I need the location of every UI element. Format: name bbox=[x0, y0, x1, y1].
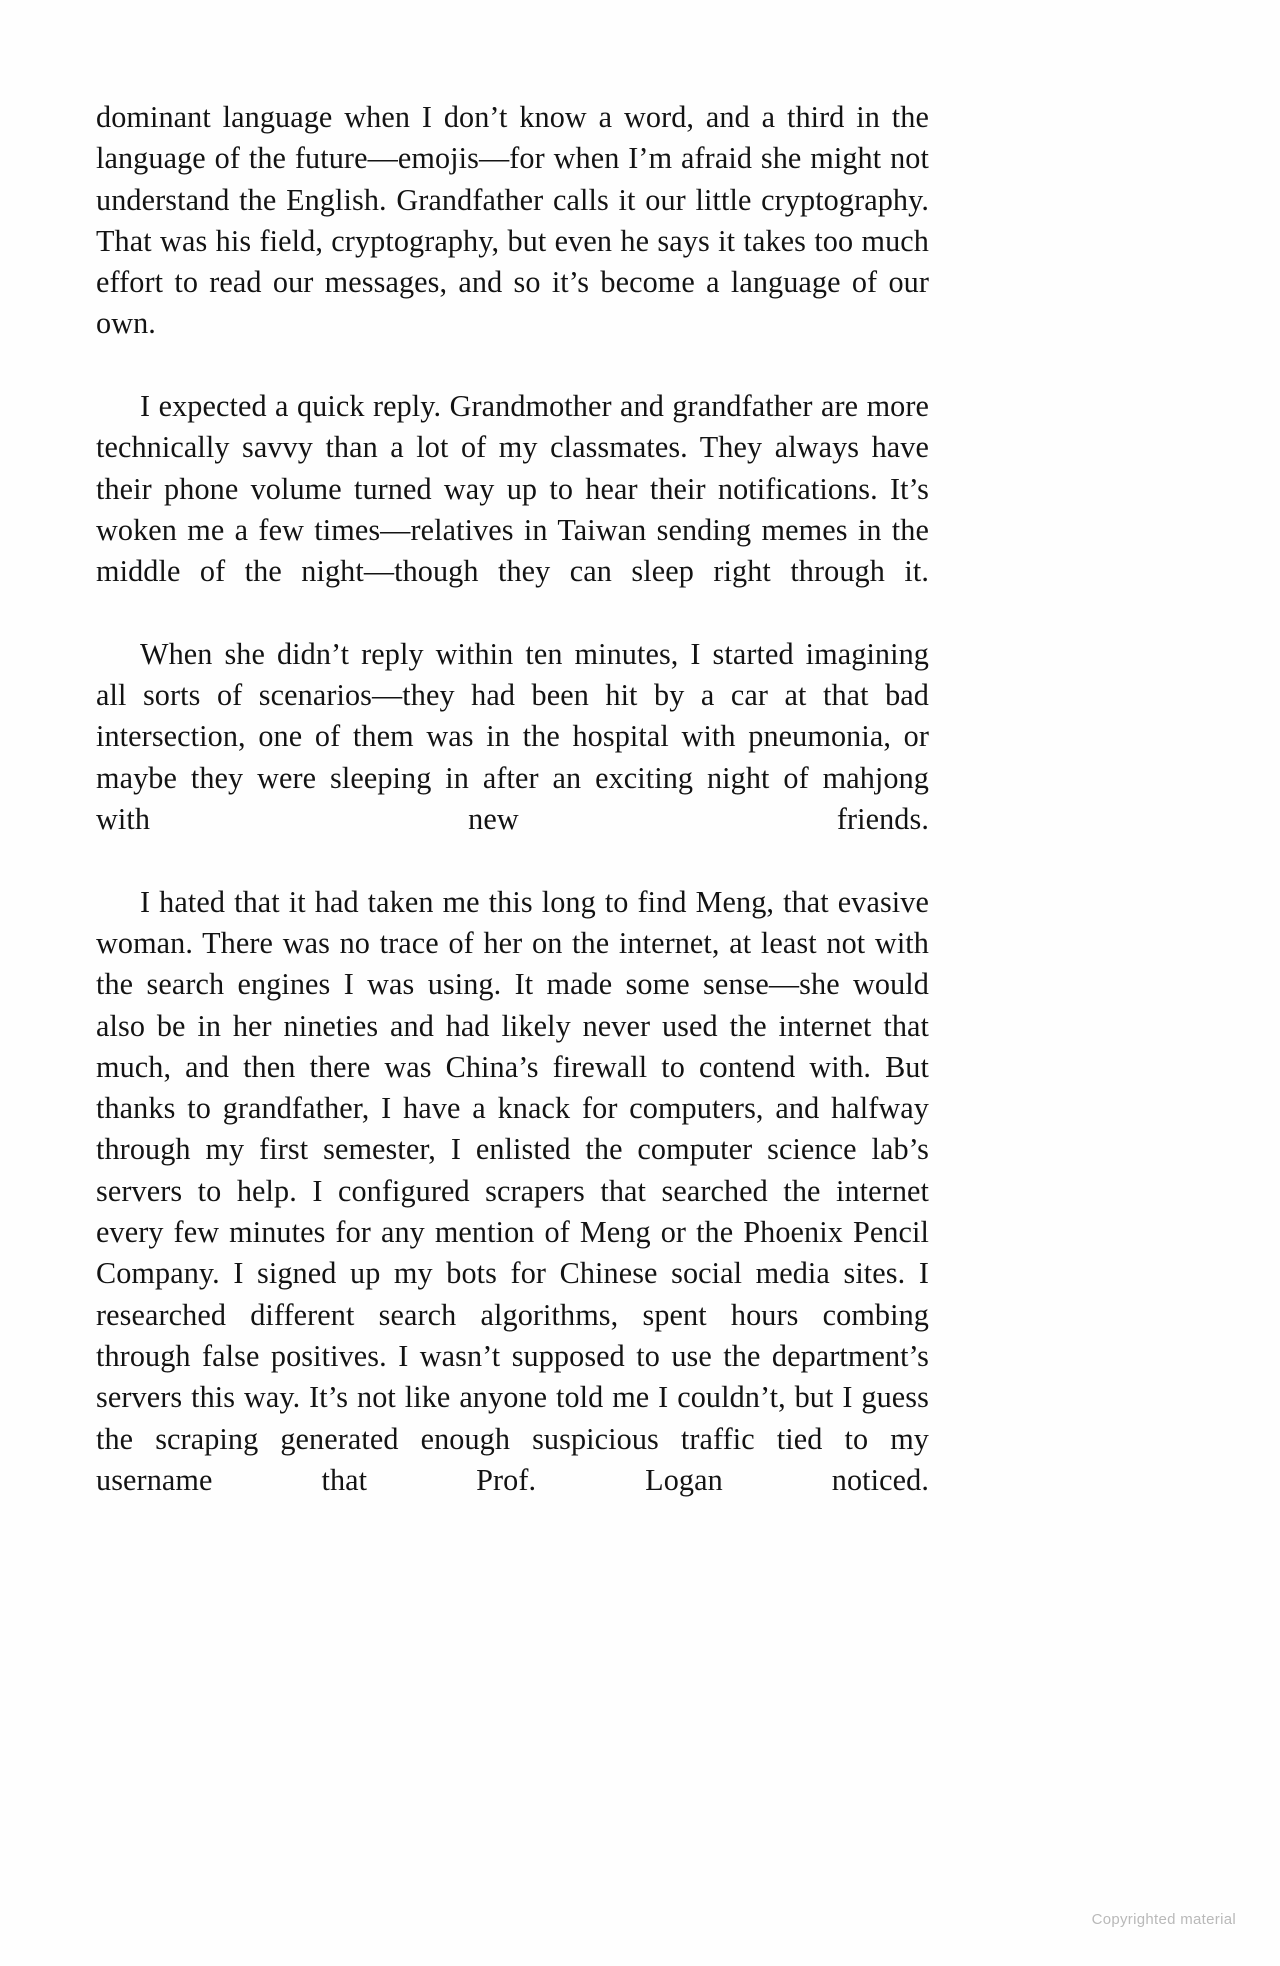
paragraph-4: I hated that it had taken me this long to find Meng, that evasive woman. There was no trace of her on the internet, at least not with the search engines I was using. It made some sense—she would also be in her nineties and had likely never used the internet that much, and then there was China’s firewall to contend with. But thanks to grandfather, I have a knack for computers, and halfway through my first semester, I enlisted the computer science lab’s servers to help. I configured scrapers that searched the internet every few minutes for any mention of Meng or the Phoenix Pencil Company. I signed up my bots for Chinese social media sites. I researched different search algorithms, spent hours combing through false positives. I wasn’t supposed to use the department’s servers this way. It’s not like anyone told me I couldn’t, but I guess the scraping generated enough suspicious traffic tied to my username that Prof. Logan noticed. bbox=[96, 884, 929, 1497]
copyright-watermark: Copyrighted material bbox=[1091, 1911, 1236, 1928]
paragraph-1: dominant language when I don’t know a word, and a third in the language of the future—emojis—for when I’m afraid she might not understand the English. Grandfather calls it our little cryptography. That was his field, cryptography, but even he says it takes too much effort to read our messages, and so it’s become a language of our own. bbox=[96, 100, 929, 341]
page-text-block bbox=[96, 97, 929, 1542]
paragraph-3: When she didn’t reply within ten minutes, I started imagining all sorts of scenarios—they had been hit by a car at that bad intersection, one of them was in the hospital with pneumonia, or maybe they were sleeping in after an exciting night of mahjong with new friends. bbox=[96, 636, 929, 837]
paragraph-2: I expected a quick reply. Grandmother and grandfather are more technically savvy than a lot of my classmates. They always have their phone volume turned way up to hear their notifications. It’s woken me a few times—relatives in Taiwan sending memes in the middle of the night—though they can sleep right through it. bbox=[96, 389, 929, 589]
